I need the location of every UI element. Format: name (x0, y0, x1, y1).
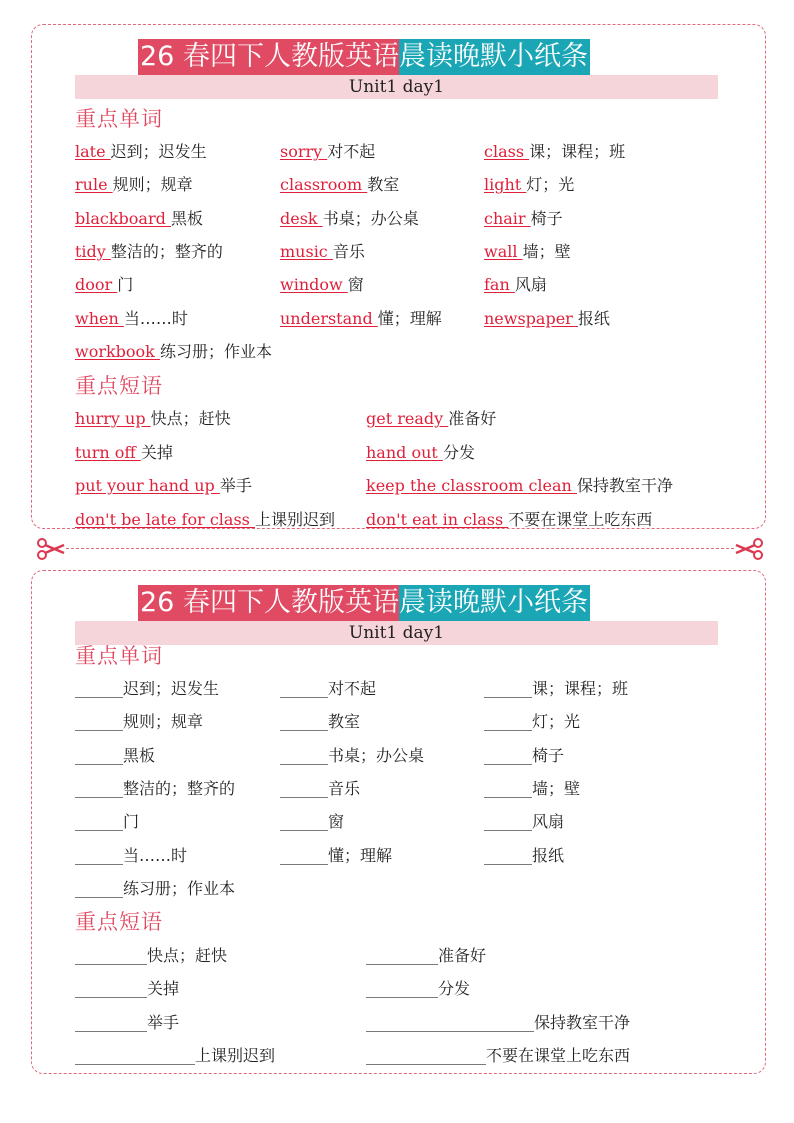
section-key-words: 重点单词 (75, 644, 163, 668)
answer-blank: ______ (75, 679, 123, 698)
word-item[interactable] (75, 779, 235, 799)
chinese-meaning: 对不起 (328, 679, 377, 698)
english-word: tidy (75, 241, 111, 261)
chinese-meaning: 不要在课堂上吃东西 (486, 1045, 631, 1065)
english-word: desk (280, 208, 323, 228)
english-word: understand (280, 308, 378, 328)
chinese-meaning: 练习册；作业本 (159, 341, 272, 361)
word-item (75, 342, 272, 362)
english-word: blackboard (75, 208, 171, 228)
english-phrase: get ready (366, 409, 449, 428)
phrase-item (75, 476, 252, 496)
chinese-meaning: 灯；光 (526, 175, 575, 195)
answer-blank: _________ (75, 979, 147, 999)
answer-blank: _____________________ (366, 1012, 534, 1032)
title-part-2: 晨读晚默小纸条 (399, 39, 590, 75)
english-word: wall (484, 241, 523, 261)
answer-blank: _________ (75, 946, 147, 965)
answer-blank: ______ (75, 812, 123, 832)
answer-blank: ______ (484, 845, 532, 865)
chinese-meaning: 规则；规章 (123, 712, 204, 732)
note-title (138, 585, 590, 621)
phrase-item (75, 443, 173, 463)
answer-blank: ______ (280, 745, 328, 765)
chinese-meaning: 风扇 (532, 812, 565, 832)
chinese-meaning: 教室 (367, 175, 400, 195)
word-item[interactable] (484, 812, 564, 832)
answer-blank: ______ (75, 745, 123, 765)
chinese-meaning: 上课别迟到 (195, 1045, 276, 1065)
word-item (280, 175, 399, 195)
chinese-meaning: 快点；赶快 (150, 409, 231, 428)
english-word: music (280, 241, 333, 261)
word-item (484, 142, 625, 162)
scissors-icon (36, 537, 66, 561)
chinese-meaning: 当……时 (123, 308, 188, 328)
chinese-meaning: 上课别迟到 (254, 509, 335, 529)
english-phrase: hurry up (75, 409, 151, 428)
word-item[interactable] (280, 746, 424, 766)
english-word: late (75, 142, 111, 161)
answer-blank: ______ (75, 845, 123, 865)
title-part-2: 晨读晚默小纸条 (399, 585, 590, 621)
answer-blank: ______ (484, 812, 532, 832)
answer-blank: _________ (366, 946, 438, 965)
chinese-meaning: 懂；理解 (328, 845, 393, 865)
english-phrase: don't be late for class (75, 509, 255, 529)
english-word: fan (484, 275, 515, 295)
chinese-meaning: 当……时 (123, 845, 188, 865)
phrase-item (366, 476, 673, 496)
scissors-icon (734, 537, 764, 561)
english-word: sorry (280, 142, 328, 161)
answer-blank: ______ (280, 778, 328, 798)
answer-blank: ______ (75, 712, 123, 732)
phrase-item[interactable] (366, 979, 470, 999)
chinese-meaning: 书桌；办公桌 (322, 208, 419, 228)
english-phrase: hand out (366, 442, 443, 462)
chinese-meaning: 关掉 (147, 979, 180, 999)
english-word: door (75, 275, 118, 295)
word-item (75, 309, 188, 329)
english-phrase: turn off (75, 442, 141, 462)
chinese-meaning: 懂；理解 (377, 308, 442, 328)
chinese-meaning: 迟到；迟发生 (110, 142, 207, 161)
chinese-meaning: 灯；光 (532, 712, 581, 732)
phrase-item[interactable] (75, 1046, 275, 1066)
english-word: workbook (75, 341, 160, 361)
word-item (75, 175, 193, 195)
chinese-meaning: 门 (123, 812, 140, 832)
chinese-meaning: 举手 (147, 1012, 180, 1032)
answer-blank: ______ (484, 712, 532, 732)
phrase-item (366, 510, 652, 530)
title-part-1: 26 春四下人教版英语 (138, 39, 399, 75)
word-item[interactable] (484, 679, 628, 699)
answer-blank: ______ (484, 679, 532, 698)
word-item (280, 209, 419, 229)
answer-blank: ______ (280, 679, 328, 698)
chinese-meaning: 不要在课堂上吃东西 (508, 509, 653, 529)
chinese-meaning: 风扇 (514, 275, 547, 295)
dashed-divider (66, 548, 734, 549)
chinese-meaning: 黑板 (170, 208, 203, 228)
word-item (280, 242, 365, 262)
english-phrase: don't eat in class (366, 509, 509, 529)
phrase-item[interactable] (366, 1013, 630, 1033)
chinese-meaning: 保持教室干净 (576, 476, 673, 495)
word-item (484, 275, 547, 295)
word-item (75, 242, 223, 262)
chinese-meaning: 书桌；办公桌 (328, 745, 425, 765)
section-key-phrases: 重点短语 (75, 374, 163, 398)
english-word: chair (484, 208, 531, 228)
word-item (280, 275, 364, 295)
phrase-item (366, 409, 496, 429)
phrase-item (75, 510, 335, 530)
word-item[interactable] (75, 679, 219, 699)
english-word: when (75, 308, 124, 328)
word-item (280, 309, 442, 329)
word-item[interactable] (484, 712, 580, 732)
chinese-meaning: 举手 (219, 476, 252, 495)
answer-blank: _______________ (366, 1045, 486, 1065)
top-note-card (31, 24, 766, 529)
section-key-words: 重点单词 (75, 107, 163, 131)
answer-blank: ______ (280, 712, 328, 732)
answer-blank: ______ (75, 778, 123, 798)
bottom-quiz-card (31, 570, 766, 1074)
english-word: rule (75, 175, 113, 195)
chinese-meaning: 对不起 (327, 142, 376, 161)
phrase-item[interactable] (75, 946, 227, 966)
answer-blank: ______ (484, 745, 532, 765)
chinese-meaning: 规则；规章 (112, 175, 193, 195)
chinese-meaning: 椅子 (530, 208, 563, 228)
phrase-item (366, 443, 475, 463)
word-item (75, 275, 133, 295)
chinese-meaning: 门 (117, 275, 134, 295)
chinese-meaning: 课；课程；班 (529, 142, 626, 161)
chinese-meaning: 椅子 (532, 745, 565, 765)
chinese-meaning: 墙；壁 (522, 241, 571, 261)
answer-blank: ______ (280, 845, 328, 865)
section-key-phrases: 重点短语 (75, 910, 163, 934)
unit-label: Unit1 day1 (75, 75, 718, 99)
word-item[interactable] (484, 779, 580, 799)
chinese-meaning: 音乐 (328, 778, 361, 798)
answer-blank: _______________ (75, 1045, 195, 1065)
answer-blank: ______ (75, 878, 123, 898)
word-item[interactable] (75, 812, 139, 832)
answer-blank: _________ (75, 1012, 147, 1032)
english-phrase: put your hand up (75, 476, 220, 495)
unit-label: Unit1 day1 (75, 621, 718, 645)
phrase-item (75, 409, 231, 429)
chinese-meaning: 分发 (442, 442, 475, 462)
word-item (75, 209, 203, 229)
english-word: light (484, 175, 527, 195)
word-item[interactable] (75, 712, 203, 732)
word-item[interactable] (75, 879, 235, 899)
word-item[interactable] (280, 712, 360, 732)
word-item (75, 142, 207, 162)
answer-blank: ______ (484, 778, 532, 798)
chinese-meaning: 关掉 (140, 442, 173, 462)
chinese-meaning: 黑板 (123, 745, 156, 765)
english-phrase: keep the classroom clean (366, 476, 577, 495)
chinese-meaning: 教室 (328, 712, 361, 732)
chinese-meaning: 分发 (438, 979, 471, 999)
word-item[interactable] (484, 846, 564, 866)
chinese-meaning: 快点；赶快 (147, 946, 228, 965)
word-item (484, 175, 574, 195)
cut-line (36, 537, 764, 561)
word-item[interactable] (280, 846, 392, 866)
chinese-meaning: 迟到；迟发生 (123, 679, 220, 698)
chinese-meaning: 窗 (328, 812, 345, 832)
word-item[interactable] (75, 746, 155, 766)
chinese-meaning: 音乐 (332, 241, 365, 261)
word-item (484, 309, 610, 329)
chinese-meaning: 整洁的；整齐的 (110, 241, 223, 261)
note-title (138, 39, 590, 75)
chinese-meaning: 窗 (347, 275, 364, 295)
answer-blank: ______ (280, 812, 328, 832)
word-item (484, 242, 571, 262)
chinese-meaning: 报纸 (577, 308, 610, 328)
english-word: classroom (280, 175, 368, 195)
english-word: class (484, 142, 530, 161)
answer-blank: _________ (366, 979, 438, 999)
word-item[interactable] (280, 779, 360, 799)
word-item (484, 209, 563, 229)
english-word: window (280, 275, 348, 295)
chinese-meaning: 准备好 (438, 946, 487, 965)
phrase-item[interactable] (366, 946, 486, 966)
chinese-meaning: 报纸 (532, 845, 565, 865)
word-item[interactable] (75, 846, 187, 866)
chinese-meaning: 保持教室干净 (534, 1012, 631, 1032)
chinese-meaning: 整洁的；整齐的 (123, 778, 236, 798)
word-item (280, 142, 375, 162)
phrase-item[interactable] (366, 1046, 630, 1066)
phrase-item[interactable] (75, 1013, 179, 1033)
chinese-meaning: 墙；壁 (532, 778, 581, 798)
title-part-1: 26 春四下人教版英语 (138, 585, 399, 621)
word-item[interactable] (280, 812, 344, 832)
chinese-meaning: 准备好 (448, 409, 497, 428)
chinese-meaning: 课；课程；班 (532, 679, 629, 698)
word-item[interactable] (484, 746, 564, 766)
phrase-item[interactable] (75, 979, 179, 999)
chinese-meaning: 练习册；作业本 (123, 878, 236, 898)
word-item[interactable] (280, 679, 376, 699)
english-word: newspaper (484, 308, 578, 328)
